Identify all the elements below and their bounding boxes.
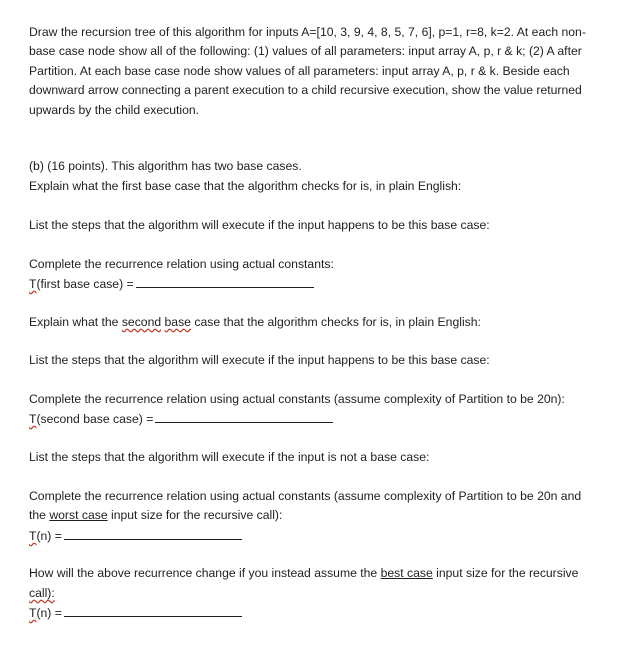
part-a-line-3: Partition. At each base case node show values of all parameters: input array A, p, r & k. Beside each <box>29 64 570 78</box>
answer-blank-second-base[interactable] <box>155 411 333 423</box>
qb-call: call): <box>29 586 55 600</box>
question-steps-non-base: List the steps that the algorithm will execute if the input is not a base case: <box>29 450 430 464</box>
q2-pre: Explain what the <box>29 315 122 329</box>
question-steps-first-base: List the steps that the algorithm will execute if the input happens to be this base case: <box>29 218 490 232</box>
qb-post: input size for the recursive <box>432 566 579 580</box>
qb-best-case: best case <box>380 566 433 580</box>
part-a-line-4: downward arrow connecting a parent execution to a child recursive execution, show the value returned <box>29 83 582 97</box>
answer-label: (first base case) = <box>36 277 134 291</box>
part-b-heading: (b) (16 points). This algorithm has two base cases. <box>29 159 302 173</box>
question-best-case-line-2 <box>29 586 55 601</box>
t-symbol: T <box>29 277 37 291</box>
answer-label: (n) = <box>36 606 62 620</box>
q3b-worst-case: worst case <box>49 508 108 522</box>
answer-blank-best-case[interactable] <box>64 605 242 617</box>
question-recurrence-3-line-2 <box>29 508 282 523</box>
part-a-line-2-text: base case node show all of the following: (1) values of all parameters: input array A, p, r & k <box>29 44 523 58</box>
question-recurrence-3-line-1: Complete the recurrence relation using actual constants (assume complexity of Partition to be 20n and <box>29 489 582 503</box>
question-best-case-line-1 <box>29 566 578 581</box>
part-a-line-2 <box>29 44 582 59</box>
answer-second-base-case <box>29 411 333 427</box>
question-recurrence-1: Complete the recurrence relation using actual constants: <box>29 257 334 271</box>
q2-word-second: second <box>121 315 162 329</box>
answer-blank-first-base[interactable] <box>136 276 314 288</box>
t-symbol: T <box>29 412 37 426</box>
part-a-line-2-tail: (2) A after <box>525 44 582 58</box>
q2-post: case that the algorithm checks for is, in plain English: <box>190 315 481 329</box>
q2-word-base: base <box>164 315 191 329</box>
answer-label: (second base case) = <box>36 412 154 426</box>
answer-worst-case <box>29 528 242 544</box>
part-a-line-1: Draw the recursion tree of this algorithm for inputs A=[10, 3, 9, 4, 8, 5, 7, 6], p=1, r=8, k=2. At each non- <box>29 25 586 39</box>
answer-label: (n) = <box>36 529 62 543</box>
part-a-line-2-sep: ; <box>522 44 526 58</box>
part-a-line-5: upwards by the child execution. <box>29 103 200 117</box>
qb-pre: How will the above recurrence change if you instead assume the <box>29 566 381 580</box>
question-recurrence-2: Complete the recurrence relation using actual constants (assume complexity of Partition to be 20n): <box>29 392 565 406</box>
answer-best-case <box>29 605 242 621</box>
answer-blank-worst-case[interactable] <box>64 528 242 540</box>
t-symbol: T <box>29 606 37 620</box>
question-first-base-case: Explain what the first base case that the algorithm checks for is, in plain English: <box>29 179 462 193</box>
question-steps-second-base: List the steps that the algorithm will execute if the input happens to be this base case: <box>29 353 490 367</box>
answer-first-base-case <box>29 276 314 292</box>
t-symbol: T <box>29 529 37 543</box>
question-second-base-case <box>29 315 481 330</box>
q3b-pre: the <box>29 508 50 522</box>
q3b-post: input size for the recursive call): <box>107 508 283 522</box>
